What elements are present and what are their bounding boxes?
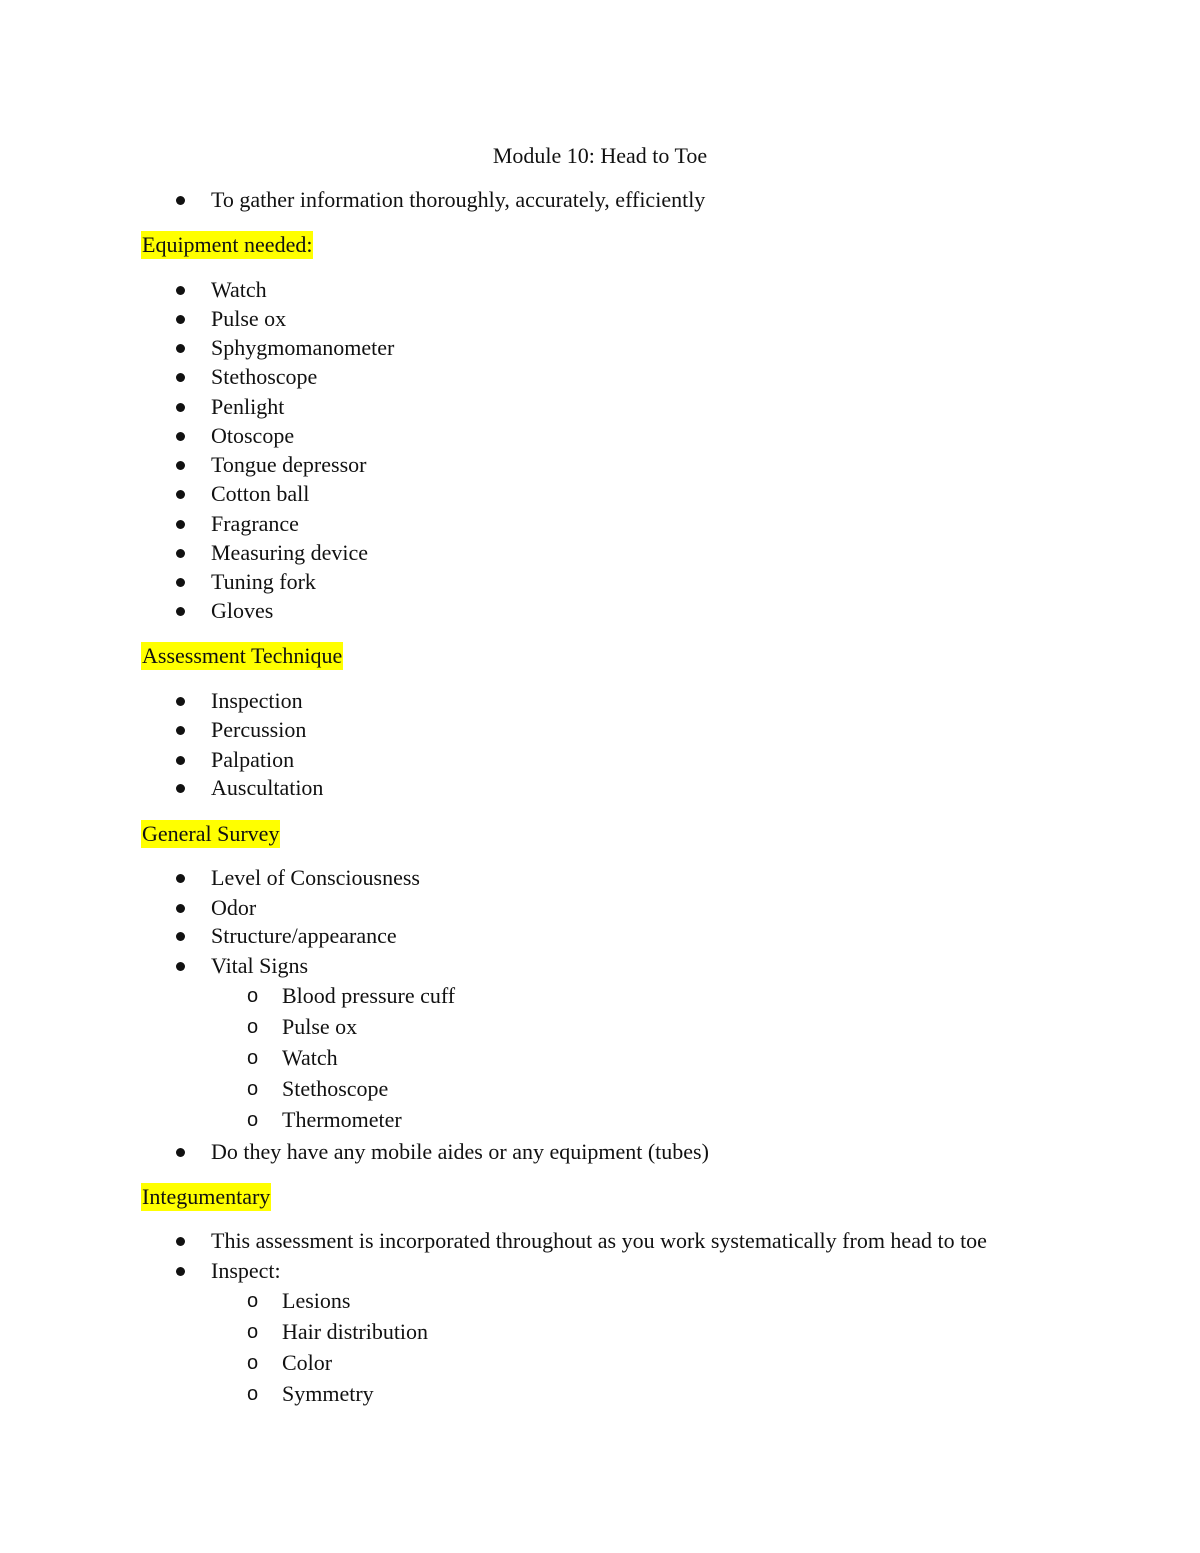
list-item: To gather information thoroughly, accurately, efficiently — [211, 187, 706, 212]
bullet-icon — [176, 607, 185, 616]
bullet-icon — [176, 874, 185, 883]
list-item: Level of Consciousness — [211, 865, 420, 890]
list-item: Tongue depressor — [211, 452, 367, 477]
list-item: Do they have any mobile aides or any equipment (tubes) — [211, 1139, 709, 1164]
bullet-icon — [176, 784, 185, 793]
list-item: Structure/appearance — [211, 923, 397, 948]
list-item: Stethoscope — [211, 364, 318, 389]
sub-list-item: Thermometer — [282, 1107, 402, 1132]
sub-list-item: Symmetry — [282, 1381, 374, 1406]
bullet-icon — [176, 520, 185, 529]
list-item: Inspection — [211, 688, 303, 713]
sub-bullet-icon: o — [247, 985, 259, 1007]
sub-bullet-icon: o — [247, 1352, 259, 1374]
bullet-icon — [176, 373, 185, 382]
bullet-icon — [176, 549, 185, 558]
sub-bullet-icon: o — [247, 1321, 259, 1343]
sub-bullet-icon: o — [247, 1047, 259, 1069]
list-item: Sphygmomanometer — [211, 335, 395, 360]
list-item: Tuning fork — [211, 569, 316, 594]
document-title: Module 10: Head to Toe — [492, 143, 708, 168]
list-item: Odor — [211, 895, 257, 920]
bullet-icon — [176, 904, 185, 913]
sub-list-item: Watch — [282, 1045, 338, 1070]
bullet-icon — [176, 932, 185, 941]
bullet-icon — [176, 1267, 185, 1276]
bullet-icon — [176, 578, 185, 587]
section-heading-integumentary: Integumentary — [142, 1184, 271, 1209]
sub-list-item: Pulse ox — [282, 1014, 358, 1039]
bullet-icon — [176, 286, 185, 295]
list-item: Gloves — [211, 598, 274, 623]
list-item: Cotton ball — [211, 481, 310, 506]
sub-bullet-icon: o — [247, 1109, 259, 1131]
sub-list-item: Stethoscope — [282, 1076, 389, 1101]
bullet-icon — [176, 461, 185, 470]
bullet-icon — [176, 1148, 185, 1157]
list-item: Percussion — [211, 717, 307, 742]
list-item: Watch — [211, 277, 267, 302]
bullet-icon — [176, 403, 185, 412]
sub-bullet-icon: o — [247, 1383, 259, 1405]
list-item: Vital Signs — [211, 953, 309, 978]
sub-list-item: Blood pressure cuff — [282, 983, 456, 1008]
sub-list-item: Hair distribution — [282, 1319, 429, 1344]
bullet-icon — [176, 315, 185, 324]
list-item: Palpation — [211, 747, 295, 772]
list-item: Penlight — [211, 394, 285, 419]
list-item: Otoscope — [211, 423, 295, 448]
list-item: Auscultation — [211, 775, 324, 800]
bullet-icon — [176, 726, 185, 735]
sub-list-item: Color — [282, 1350, 333, 1375]
list-item: This assessment is incorporated throughout as you work systematically from head to toe — [211, 1228, 987, 1253]
section-heading-general-survey: General Survey — [142, 821, 280, 846]
bullet-icon — [176, 962, 185, 971]
sub-list-item: Lesions — [282, 1288, 351, 1313]
sub-bullet-icon: o — [247, 1290, 259, 1312]
section-heading-assessment-technique: Assessment Technique — [142, 643, 343, 668]
list-item: Fragrance — [211, 511, 299, 536]
bullet-icon — [176, 344, 185, 353]
bullet-icon — [176, 432, 185, 441]
bullet-icon — [176, 756, 185, 765]
bullet-icon — [176, 196, 185, 205]
bullet-icon — [176, 697, 185, 706]
sub-bullet-icon: o — [247, 1078, 259, 1100]
bullet-icon — [176, 490, 185, 499]
list-item: Measuring device — [211, 540, 368, 565]
list-item: Pulse ox — [211, 306, 287, 331]
list-item: Inspect: — [211, 1258, 281, 1283]
bullet-icon — [176, 1237, 185, 1246]
section-heading-equipment: Equipment needed: — [142, 232, 313, 257]
sub-bullet-icon: o — [247, 1016, 259, 1038]
